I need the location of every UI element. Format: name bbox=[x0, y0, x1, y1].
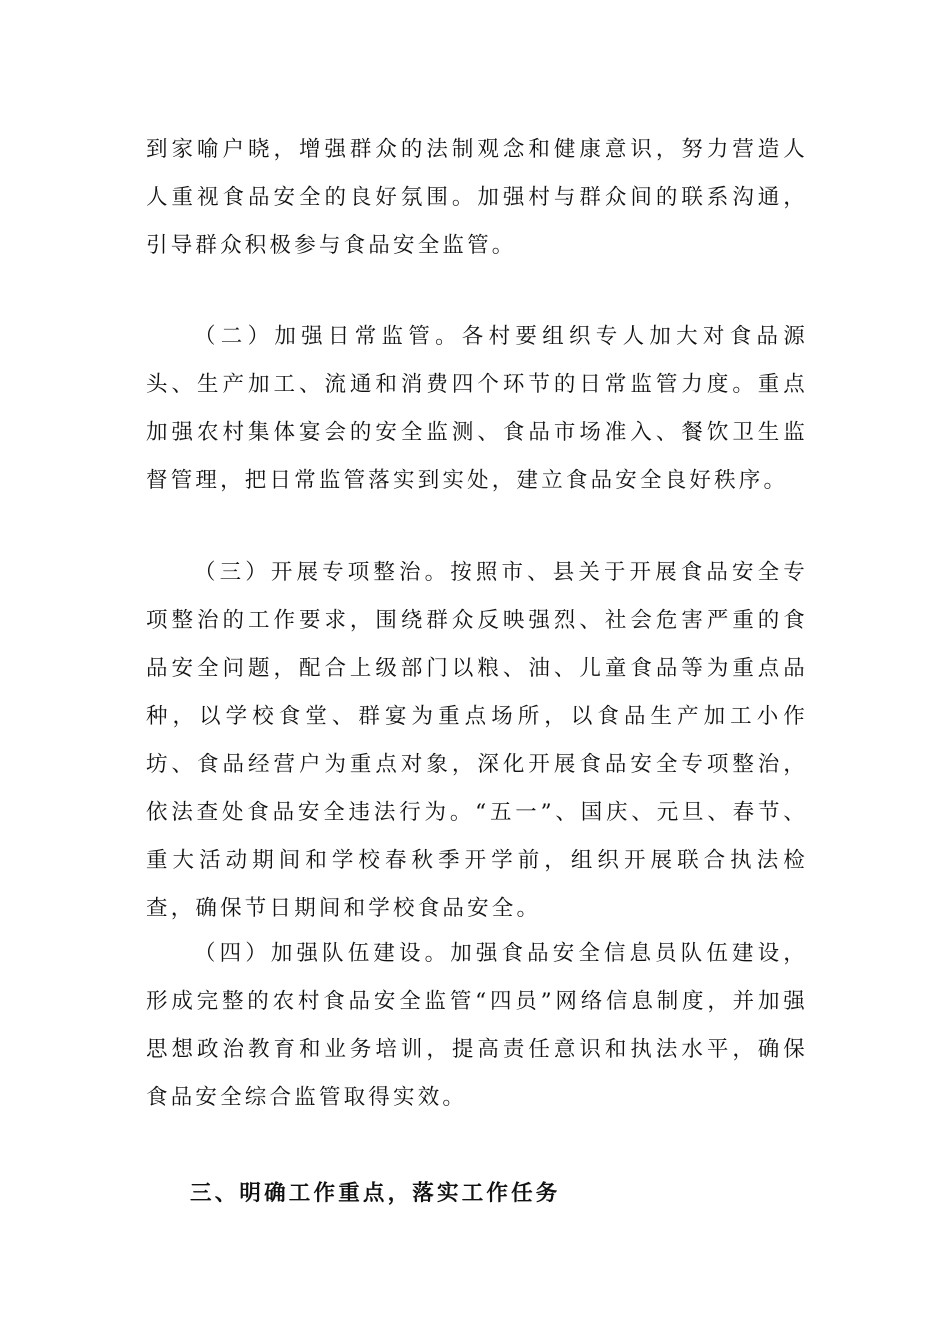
paragraph-continuation: 到家喻户晓，增强群众的法制观念和健康意识，努力营造人人重视食品安全的良好氛围。加强村与群众间的联系沟通，引导群众积极参与食品安全监管。 bbox=[146, 137, 808, 258]
section-heading: 三、明确工作重点，落实工作任务 bbox=[190, 1181, 561, 1206]
paragraph-special-rectification: （三）开展专项整治。按照市、县关于开展食品安全专项整治的工作要求，围绕群众反映强烈、社会危害严重的食品安全问题，配合上级部门以粮、油、儿童食品等为重点品种，以学校食堂、群宴为重点场所，以食品生产加工小作坊、食品经营户为重点对象，深化开展食品安全专项整治，依法查处食品安全违法行为。“五一”、国庆、元旦、春节、重大活动期间和学校春秋季开学前，组织开展联合执法检查，确保节日期间和学校食品安全。 bbox=[146, 560, 808, 921]
paragraph-team-building: （四）加强队伍建设。加强食品安全信息员队伍建设，形成完整的农村食品安全监管“四员”网络信息制度，并加强思想政治教育和业务培训，提高责任意识和执法水平，确保食品安全综合监管取得实效。 bbox=[146, 941, 808, 1110]
paragraph-daily-supervision: （二）加强日常监管。各村要组织专人加大对食品源头、生产加工、流通和消费四个环节的日常监管力度。重点加强农村集体宴会的安全监测、食品市场准入、餐饮卫生监督管理，把日常监管落实到实处，建立食品安全良好秩序。 bbox=[146, 324, 808, 493]
